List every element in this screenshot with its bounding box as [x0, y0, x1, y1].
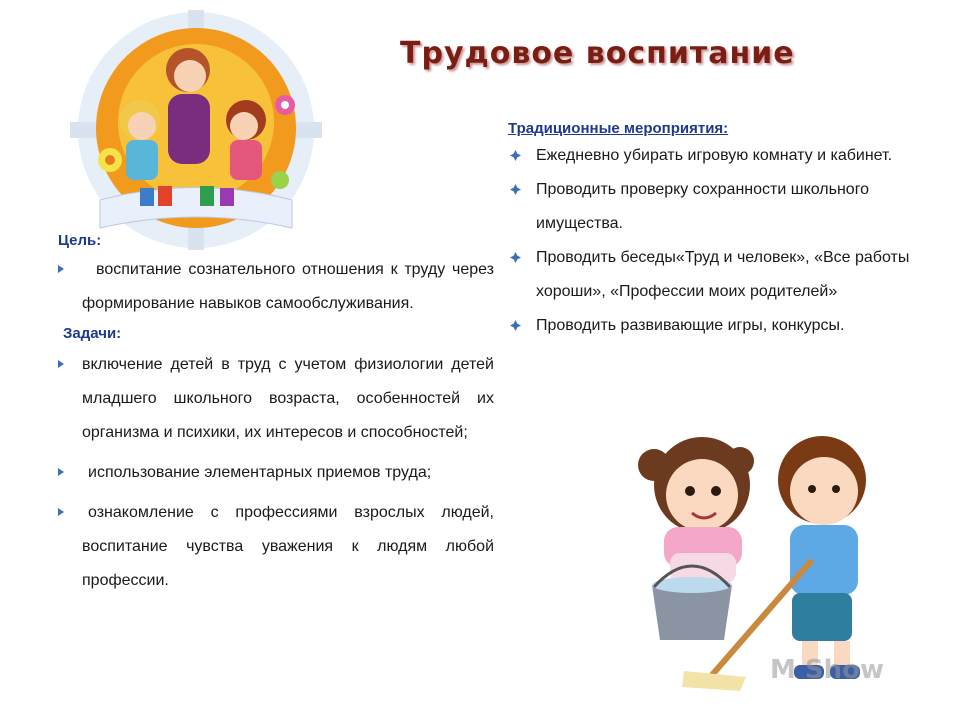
goal-heading: Цель:	[58, 232, 102, 249]
task-item	[58, 348, 494, 450]
event-text: Проводить беседы«Труд и человек», «Все работы хороши», «Профессии моих родителей»	[536, 249, 910, 300]
task-item	[58, 496, 494, 598]
bucket-icon	[652, 566, 732, 640]
event-item	[508, 173, 928, 241]
tasks-heading: Задачи:	[63, 325, 122, 342]
goal-text: воспитание сознательного отношения к труду через формирование навыков самообслуживания.	[82, 261, 494, 312]
event-text: Ежедневно убирать игровую комнату и кабинет.	[536, 147, 893, 164]
task-text: включение детей в труд с учетом физиологии детей младшего школьного возраста, особенностей их организма и психики, их интересов и способностей;	[82, 356, 494, 441]
girl-figure	[638, 437, 754, 583]
left-column	[58, 232, 494, 598]
boy-figure	[778, 436, 866, 679]
page-title: Трудовое воспитание	[400, 36, 795, 71]
event-item	[508, 139, 928, 173]
arrow-bullet-icon	[58, 265, 64, 273]
teacher-children-illustration	[70, 10, 322, 250]
diamond-bullet-icon	[510, 150, 521, 161]
goal-item	[58, 253, 494, 321]
event-item	[508, 241, 928, 309]
events-heading: Традиционные мероприятия:	[508, 120, 729, 137]
diamond-bullet-icon	[510, 252, 521, 263]
task-text: использование элементарных приемов труда;	[88, 464, 432, 481]
arrow-bullet-icon	[58, 360, 64, 368]
event-text: Проводить развивающие игры, конкурсы.	[536, 317, 845, 334]
diamond-bullet-icon	[510, 184, 521, 195]
task-item	[58, 456, 494, 490]
task-text: ознакомление с профессиями взрослых людей, воспитание чувства уважения к людям любой профессии.	[82, 504, 494, 589]
diamond-bullet-icon	[510, 320, 521, 331]
arrow-bullet-icon	[58, 508, 64, 516]
arrow-bullet-icon	[58, 468, 64, 476]
watermark-text: M Show	[770, 655, 885, 685]
right-column	[508, 120, 928, 343]
event-text: Проводить проверку сохранности школьного имущества.	[536, 181, 870, 232]
event-item	[508, 309, 928, 343]
